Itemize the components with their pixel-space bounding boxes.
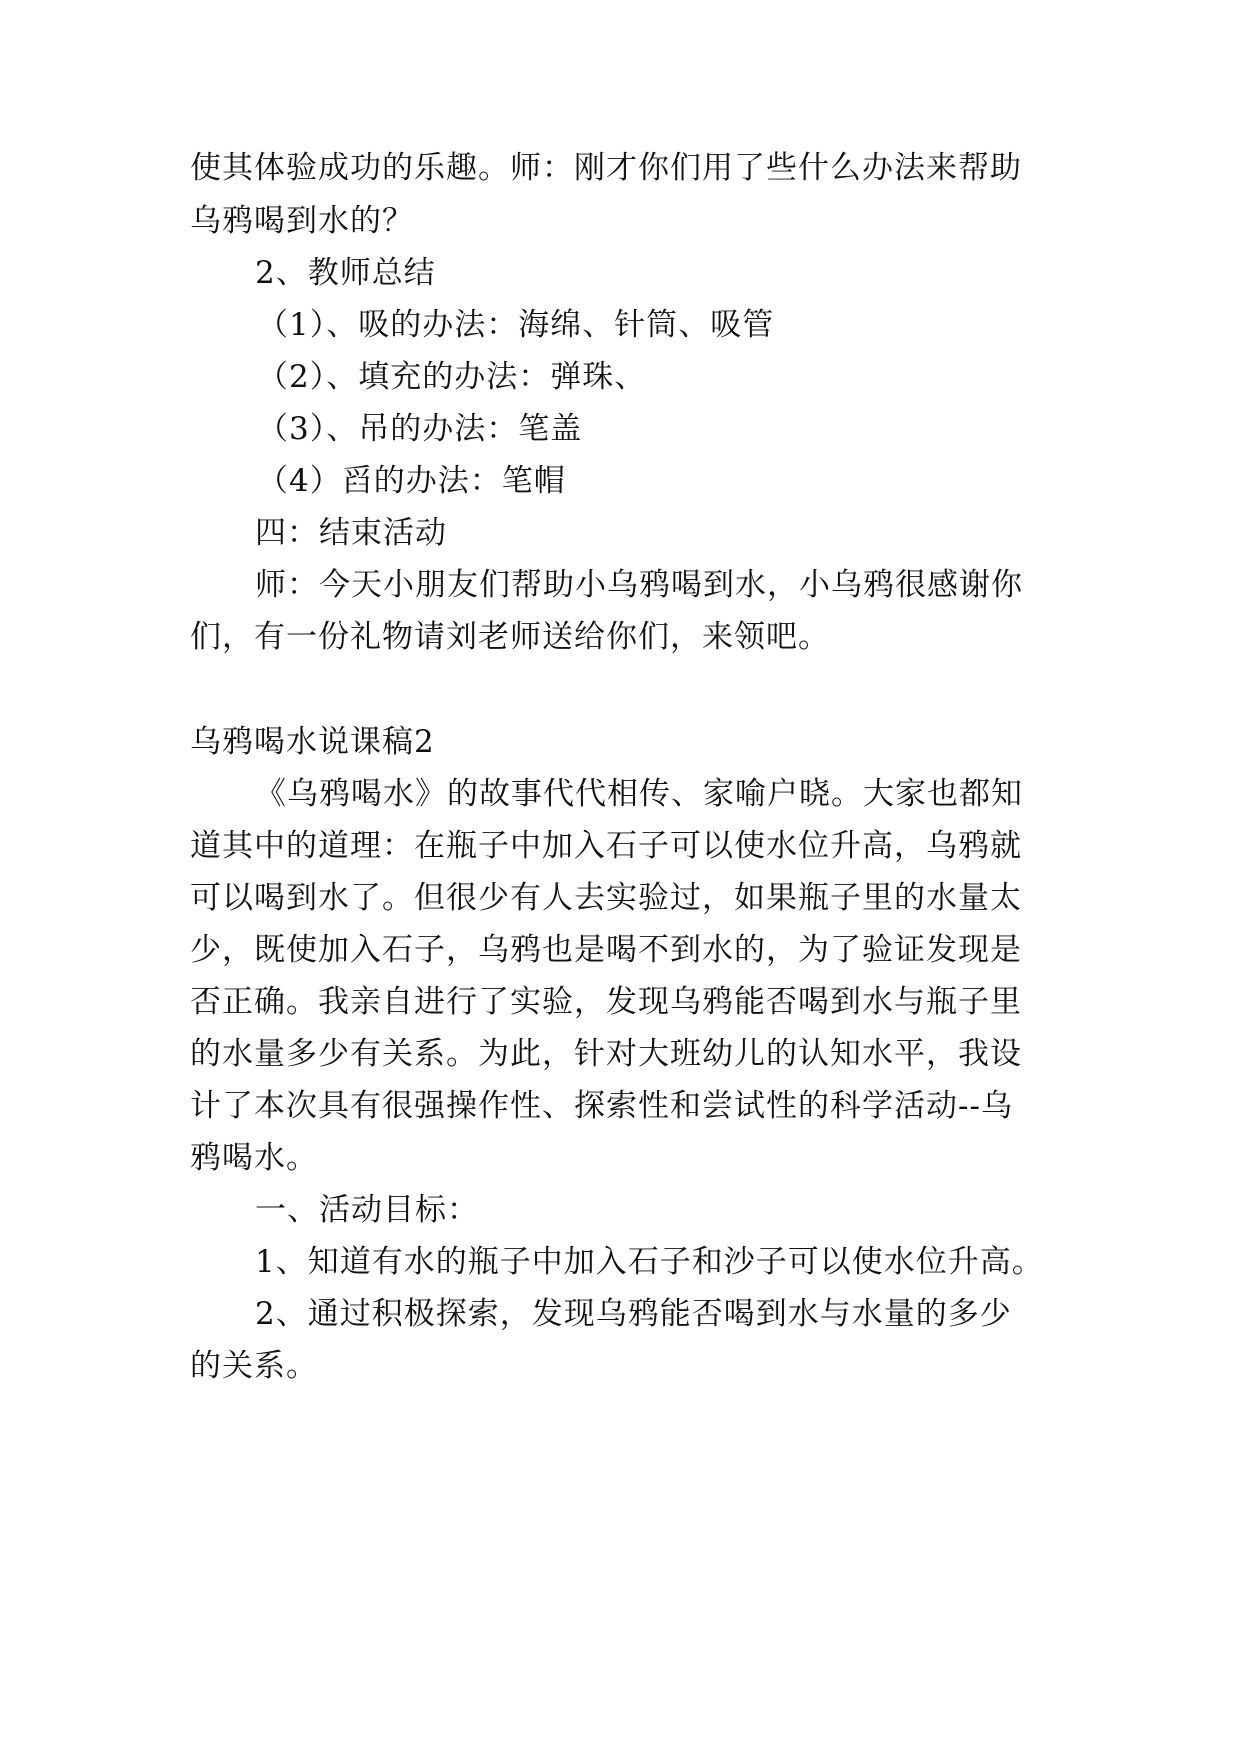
paragraph-line: 计了本次具有很强操作性、探索性和尝试性的科学活动--乌 [190, 1088, 1013, 1124]
method-item: （2）、填充的办法：弹珠、 [257, 359, 647, 395]
method-item: （4）舀的办法：笔帽 [257, 463, 566, 499]
paragraph-line: 们，有一份礼物请刘老师送给你们，来领吧。 [190, 619, 830, 655]
paragraph-line: 使其体验成功的乐趣。师：刚才你们用了些什么办法来帮助 [190, 150, 1022, 186]
paragraph-line: 的水量多少有关系。为此，针对大班幼儿的认知水平，我设 [190, 1036, 1022, 1072]
method-item: （3）、吊的办法：笔盖 [257, 411, 583, 447]
goal-item: 2、通过积极探索，发现乌鸦能否喝到水与水量的多少 [255, 1296, 1012, 1332]
method-item: （1）、吸的办法：海绵、针筒、吸管 [257, 307, 775, 343]
paragraph-line: 《乌鸦喝水》的故事代代相传、家喻户晓。大家也都知 [255, 776, 1023, 812]
paragraph-line: 道其中的道理：在瓶子中加入石子可以使水位升高，乌鸦就 [190, 828, 1022, 864]
paragraph-line: 师：今天小朋友们帮助小乌鸦喝到水，小乌鸦很感谢你 [255, 567, 1023, 603]
paragraph-line: 否正确。我亲自进行了实验，发现乌鸦能否喝到水与瓶子里 [190, 984, 1022, 1020]
section-heading-end: 四：结束活动 [255, 515, 447, 551]
paragraph-line: 鸦喝水。 [190, 1140, 318, 1176]
goal-item: 1、知道有水的瓶子中加入石子和沙子可以使水位升高。 [255, 1244, 1044, 1280]
paragraph-line: 可以喝到水了。但很少有人去实验过，如果瓶子里的水量太 [190, 880, 1022, 916]
paragraph-line: 少，既使加入石子，乌鸦也是喝不到水的，为了验证发现是 [190, 932, 1022, 968]
paragraph-line: 乌鸦喝到水的？ [190, 203, 414, 239]
goal-item-continuation: 的关系。 [190, 1348, 318, 1384]
section-heading-summary: 2、教师总结 [255, 255, 436, 291]
section-heading-goals: 一、活动目标： [255, 1192, 479, 1228]
document-title: 乌鸦喝水说课稿2 [190, 724, 435, 760]
